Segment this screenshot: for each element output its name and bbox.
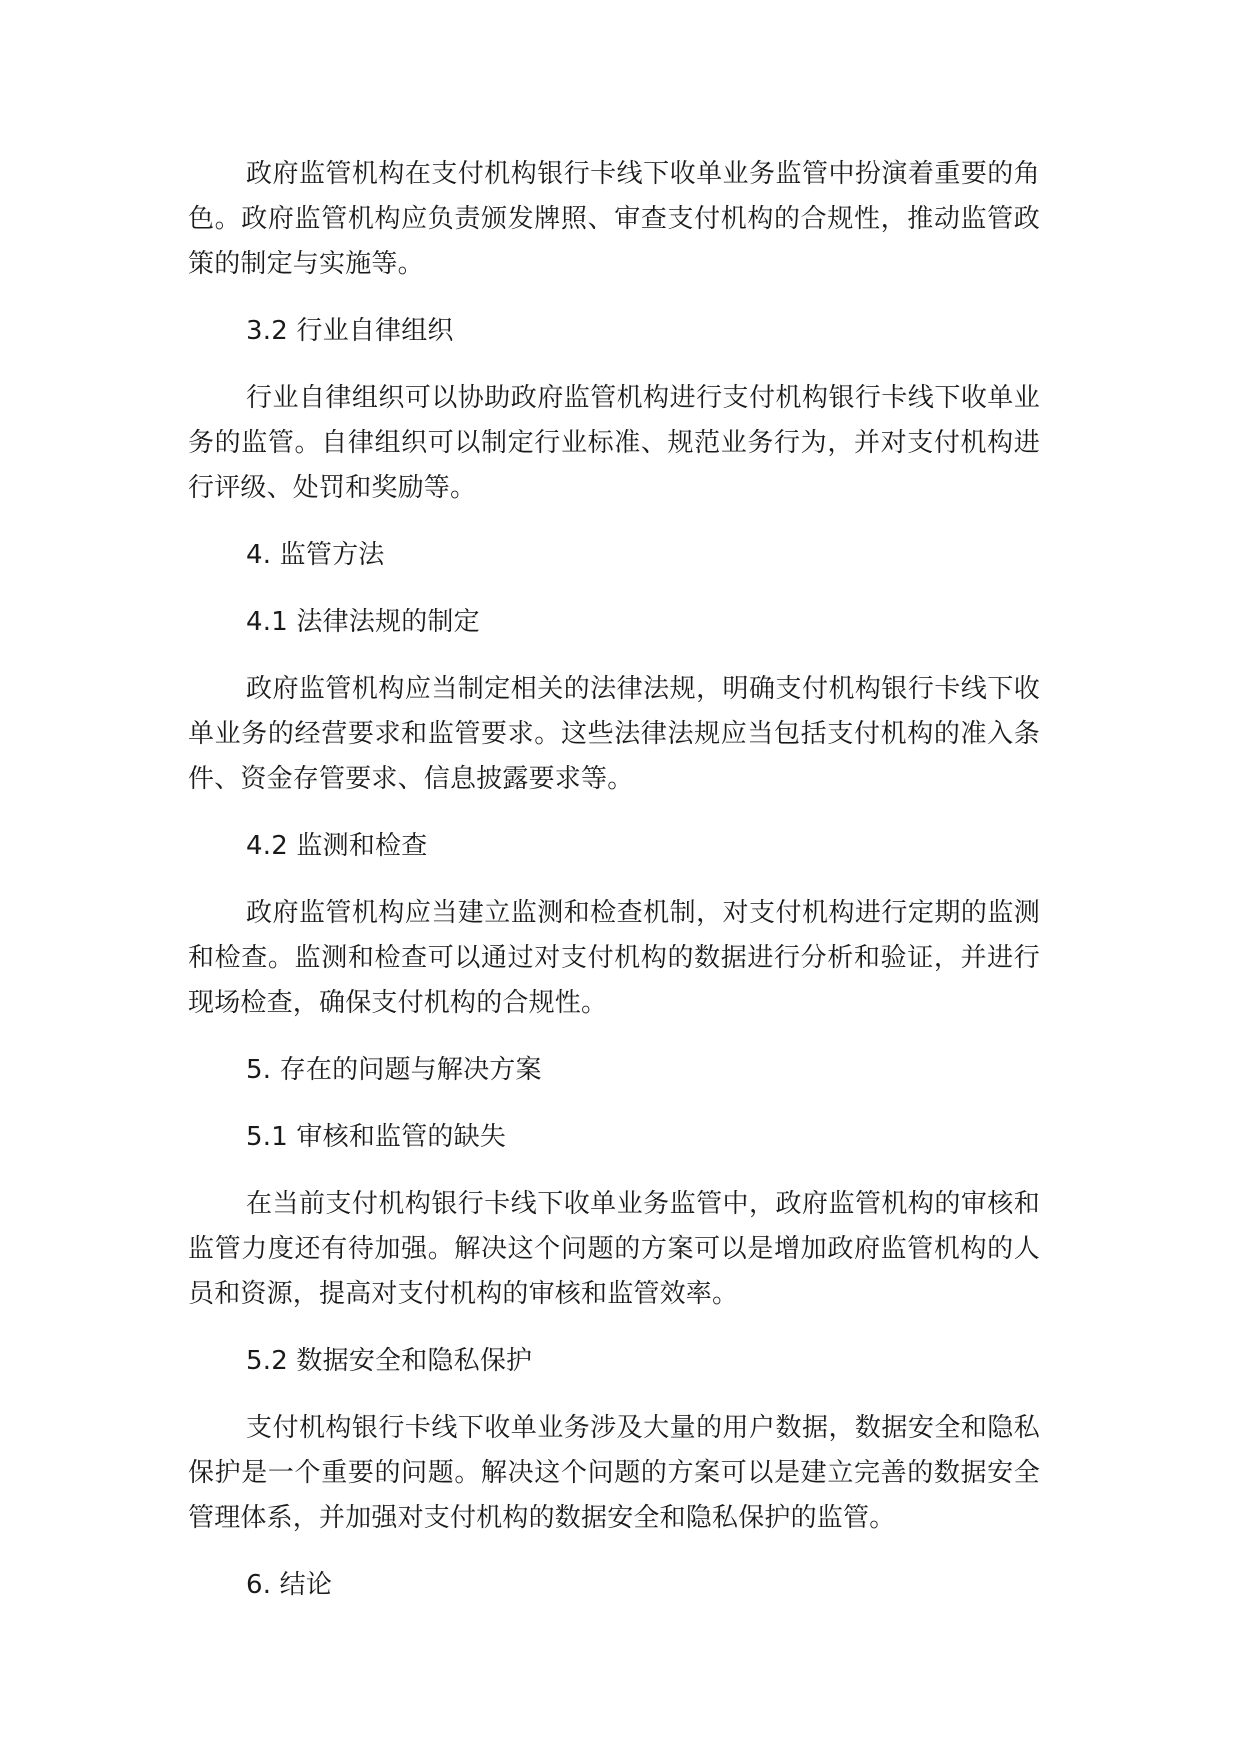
paragraph-data-security-privacy: 支付机构银行卡线下收单业务涉及大量的用户数据，数据安全和隐私保护是一个重要的问题。解决这个问题的方案可以是建立完善的数据安全管理体系，并加强对支付机构的数据安全和隐私保护的监管。 xyxy=(188,1413,1040,1533)
paragraph-laws-regulations: 政府监管机构应当制定相关的法律法规，明确支付机构银行卡线下收单业务的经营要求和监管要求。这些法律法规应当包括支付机构的准入条件、资金存管要求、信息披露要求等。 xyxy=(188,674,1040,794)
document-body xyxy=(188,152,1040,1608)
paragraph-government-regulator-role: 政府监管机构在支付机构银行卡线下收单业务监管中扮演着重要的角色。政府监管机构应负责颁发牌照、审查支付机构的合规性，推动监管政策的制定与实施等。 xyxy=(188,159,1040,279)
paragraph-review-supervision-gap: 在当前支付机构银行卡线下收单业务监管中，政府监管机构的审核和监管力度还有待加强。解决这个问题的方案可以是增加政府监管机构的人员和资源，提高对支付机构的审核和监管效率。 xyxy=(188,1189,1040,1309)
section-heading-3-2: 3.2 行业自律组织 xyxy=(246,316,454,346)
section-heading-4: 4. 监管方法 xyxy=(246,540,385,570)
section-heading-5-2: 5.2 数据安全和隐私保护 xyxy=(246,1346,533,1376)
paragraph-self-regulatory-org: 行业自律组织可以协助政府监管机构进行支付机构银行卡线下收单业务的监管。自律组织可以制定行业标准、规范业务行为，并对支付机构进行评级、处罚和奖励等。 xyxy=(188,383,1040,503)
section-heading-5-1: 5.1 审核和监管的缺失 xyxy=(246,1122,507,1152)
section-heading-6: 6. 结论 xyxy=(246,1570,333,1600)
paragraph-monitoring-inspection: 政府监管机构应当建立监测和检查机制，对支付机构进行定期的监测和检查。监测和检查可以通过对支付机构的数据进行分析和验证，并进行现场检查，确保支付机构的合规性。 xyxy=(188,898,1040,1018)
section-heading-5: 5. 存在的问题与解决方案 xyxy=(246,1055,542,1085)
section-heading-4-1: 4.1 法律法规的制定 xyxy=(246,607,480,637)
section-heading-4-2: 4.2 监测和检查 xyxy=(246,831,428,861)
